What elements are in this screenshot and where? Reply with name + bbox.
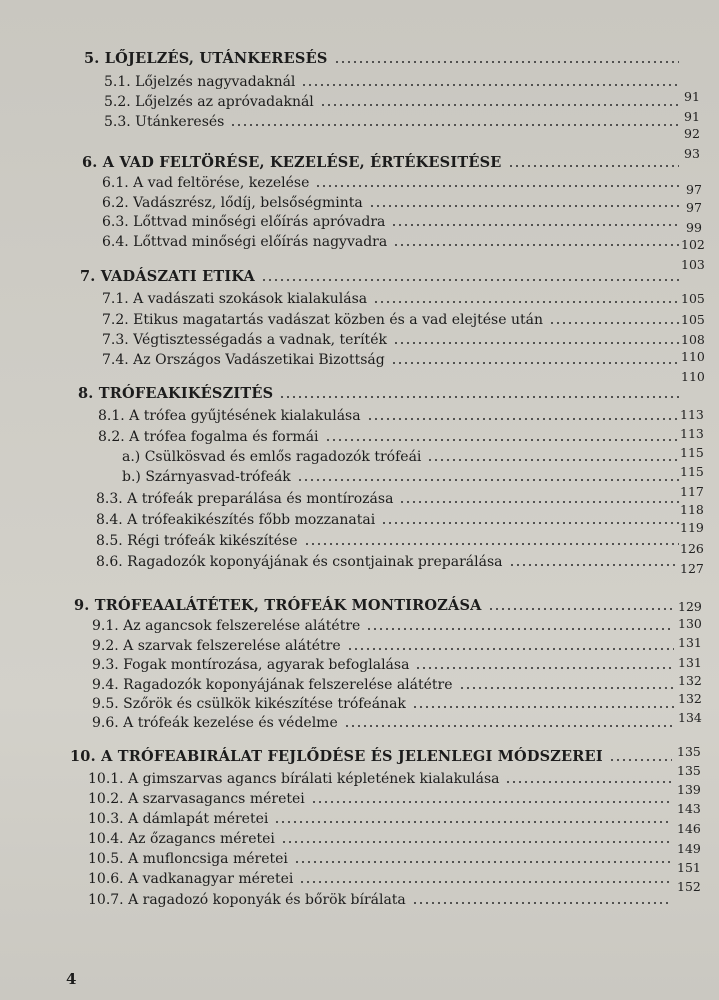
toc-entry: 10.3. A dámlapát méretei <box>88 810 672 828</box>
toc-entry: 9.3. Fogak montírozása, agyarak befoglalása <box>92 656 674 674</box>
page-ref: 151 <box>677 860 701 875</box>
toc-entry: 5.2. Lőjelzés az apróvadaknál <box>104 93 679 111</box>
toc-entry: 10.2. A szarvasagancs méretei <box>88 790 672 808</box>
toc-entry: 8.2. A trófea fogalma és formái <box>98 428 679 446</box>
page-ref: 97 <box>686 182 702 197</box>
page-ref: 91 <box>684 109 700 124</box>
chapter-title: 10. A TRÓFEABIRÁLAT FEJLŐDÉSE ÉS JELENLEGI MÓDSZEREI <box>70 748 672 766</box>
toc-entry: 9.2. A szarvak felszerelése alátétre <box>92 637 674 655</box>
toc-entry: 6.2. Vadászrész, lődíj, belsőségminta <box>102 194 679 212</box>
toc-entry: 10.7. A ragadozó koponyák és bőrök bírálata <box>88 891 672 909</box>
toc-entry: 9.1. Az agancsok felszerelése alátétre <box>92 617 674 635</box>
page-ref: 113 <box>680 407 704 422</box>
page-ref: 152 <box>677 879 701 894</box>
chapter-title: 9. TRÓFEAALÁTÉTEK, TRÓFEÁK MONTIROZÁSA <box>74 597 674 615</box>
page-ref: 143 <box>677 801 701 816</box>
page-ref: 130 <box>678 616 702 631</box>
toc-entry: 8.4. A trófeakikészítés főbb mozzanatai <box>96 511 679 529</box>
toc-entry: a.) Csülkösvad és emlős ragadozók trófeái <box>122 448 679 466</box>
chapter-title: 6. A VAD FELTÖRÉSE, KEZELÉSE, ÉRTÉKESITÉSE <box>82 154 679 172</box>
page-ref: 117 <box>680 484 704 499</box>
page-ref: 115 <box>680 445 704 460</box>
chapter-page-ref: 135 <box>677 744 701 759</box>
toc-entry: 8.6. Ragadozók koponyájának és csontjainak preparálása <box>96 553 679 571</box>
toc-entry: 10.4. Az őzagancs méretei <box>88 830 672 848</box>
page-ref: 110 <box>681 349 705 364</box>
page-ref: 108 <box>681 332 705 347</box>
page-ref: 131 <box>678 635 702 650</box>
page-ref: 131 <box>678 655 702 670</box>
chapter-page-ref: 127 <box>680 561 704 576</box>
page-ref: 139 <box>677 782 701 797</box>
page-ref: 92 <box>684 126 700 141</box>
page-ref: 132 <box>678 691 702 706</box>
toc-entry: 8.3. A trófeák preparálása és montírozása <box>96 490 679 508</box>
toc-entry: 10.5. A mufloncsiga méretei <box>88 850 672 868</box>
page-ref: 97 <box>686 200 702 215</box>
page-number: 4 <box>66 970 77 988</box>
toc-entry: 8.5. Régi trófeák kikészítése <box>96 532 679 550</box>
toc-entry: 10.6. A vadkanagyar méretei <box>88 870 672 888</box>
toc-entry: 10.1. A gimszarvas agancs bírálati képletének kialakulása <box>88 770 672 788</box>
chapter-page-ref: 129 <box>678 599 702 614</box>
page-ref: 113 <box>680 426 704 441</box>
page-ref: 105 <box>681 312 705 327</box>
page-ref: 146 <box>677 821 701 836</box>
page-ref: 105 <box>681 291 705 306</box>
page-ref: 149 <box>677 841 701 856</box>
page-ref: 118 <box>680 502 704 517</box>
chapter-title: 7. VADÁSZATI ETIKA <box>80 268 679 286</box>
chapter-title: 8. TRÓFEAKIKÉSZITÉS <box>78 385 679 403</box>
toc-entry: 7.4. Az Országos Vadászetikai Bizottság <box>102 351 679 369</box>
chapter-title: 5. LŐJELZÉS, UTÁNKERESÉS <box>84 50 679 68</box>
toc-entry: 6.3. Lőttvad minőségi előírás apróvadra <box>102 213 679 231</box>
toc-entry: 8.1. A trófea gyűjtésének kialakulása <box>98 407 679 425</box>
page-ref: 115 <box>680 464 704 479</box>
toc-entry: 7.3. Végtisztességadás a vadnak, teríték <box>102 331 679 349</box>
page-ref: 132 <box>678 673 702 688</box>
toc-entry: 7.2. Etikus magatartás vadászat közben és a vad elejtése után <box>102 311 679 329</box>
toc-entry: 6.1. A vad feltörése, kezelése <box>102 174 679 192</box>
page-ref: 119 <box>680 520 704 535</box>
toc-entry: b.) Szárnyasvad-trófeák <box>122 468 679 486</box>
toc-entry: 6.4. Lőttvad minőségi előírás nagyvadra <box>102 233 679 251</box>
chapter-page-ref: 110 <box>681 369 705 384</box>
page-ref: 126 <box>680 541 704 556</box>
page-ref: 91 <box>684 89 700 104</box>
chapter-page-ref: 103 <box>681 257 705 272</box>
page-ref: 102 <box>681 237 705 252</box>
page-ref: 99 <box>686 220 702 235</box>
page-ref: 135 <box>677 763 701 778</box>
toc-entry: 9.4. Ragadozók koponyájának felszerelése alátétre <box>92 676 674 694</box>
toc-entry: 9.6. A trófeák kezelése és védelme <box>92 714 674 732</box>
toc-entry: 5.1. Lőjelzés nagyvadaknál <box>104 73 679 91</box>
leader-dots <box>334 61 679 63</box>
toc-entry: 7.1. A vadászati szokások kialakulása <box>102 290 679 308</box>
page-ref: 134 <box>678 710 702 725</box>
chapter-page-ref: 93 <box>684 146 700 161</box>
toc-entry: 9.5. Szőrök és csülkök kikészítése trófeának <box>92 695 674 713</box>
toc-entry: 5.3. Utánkeresés <box>104 113 679 131</box>
